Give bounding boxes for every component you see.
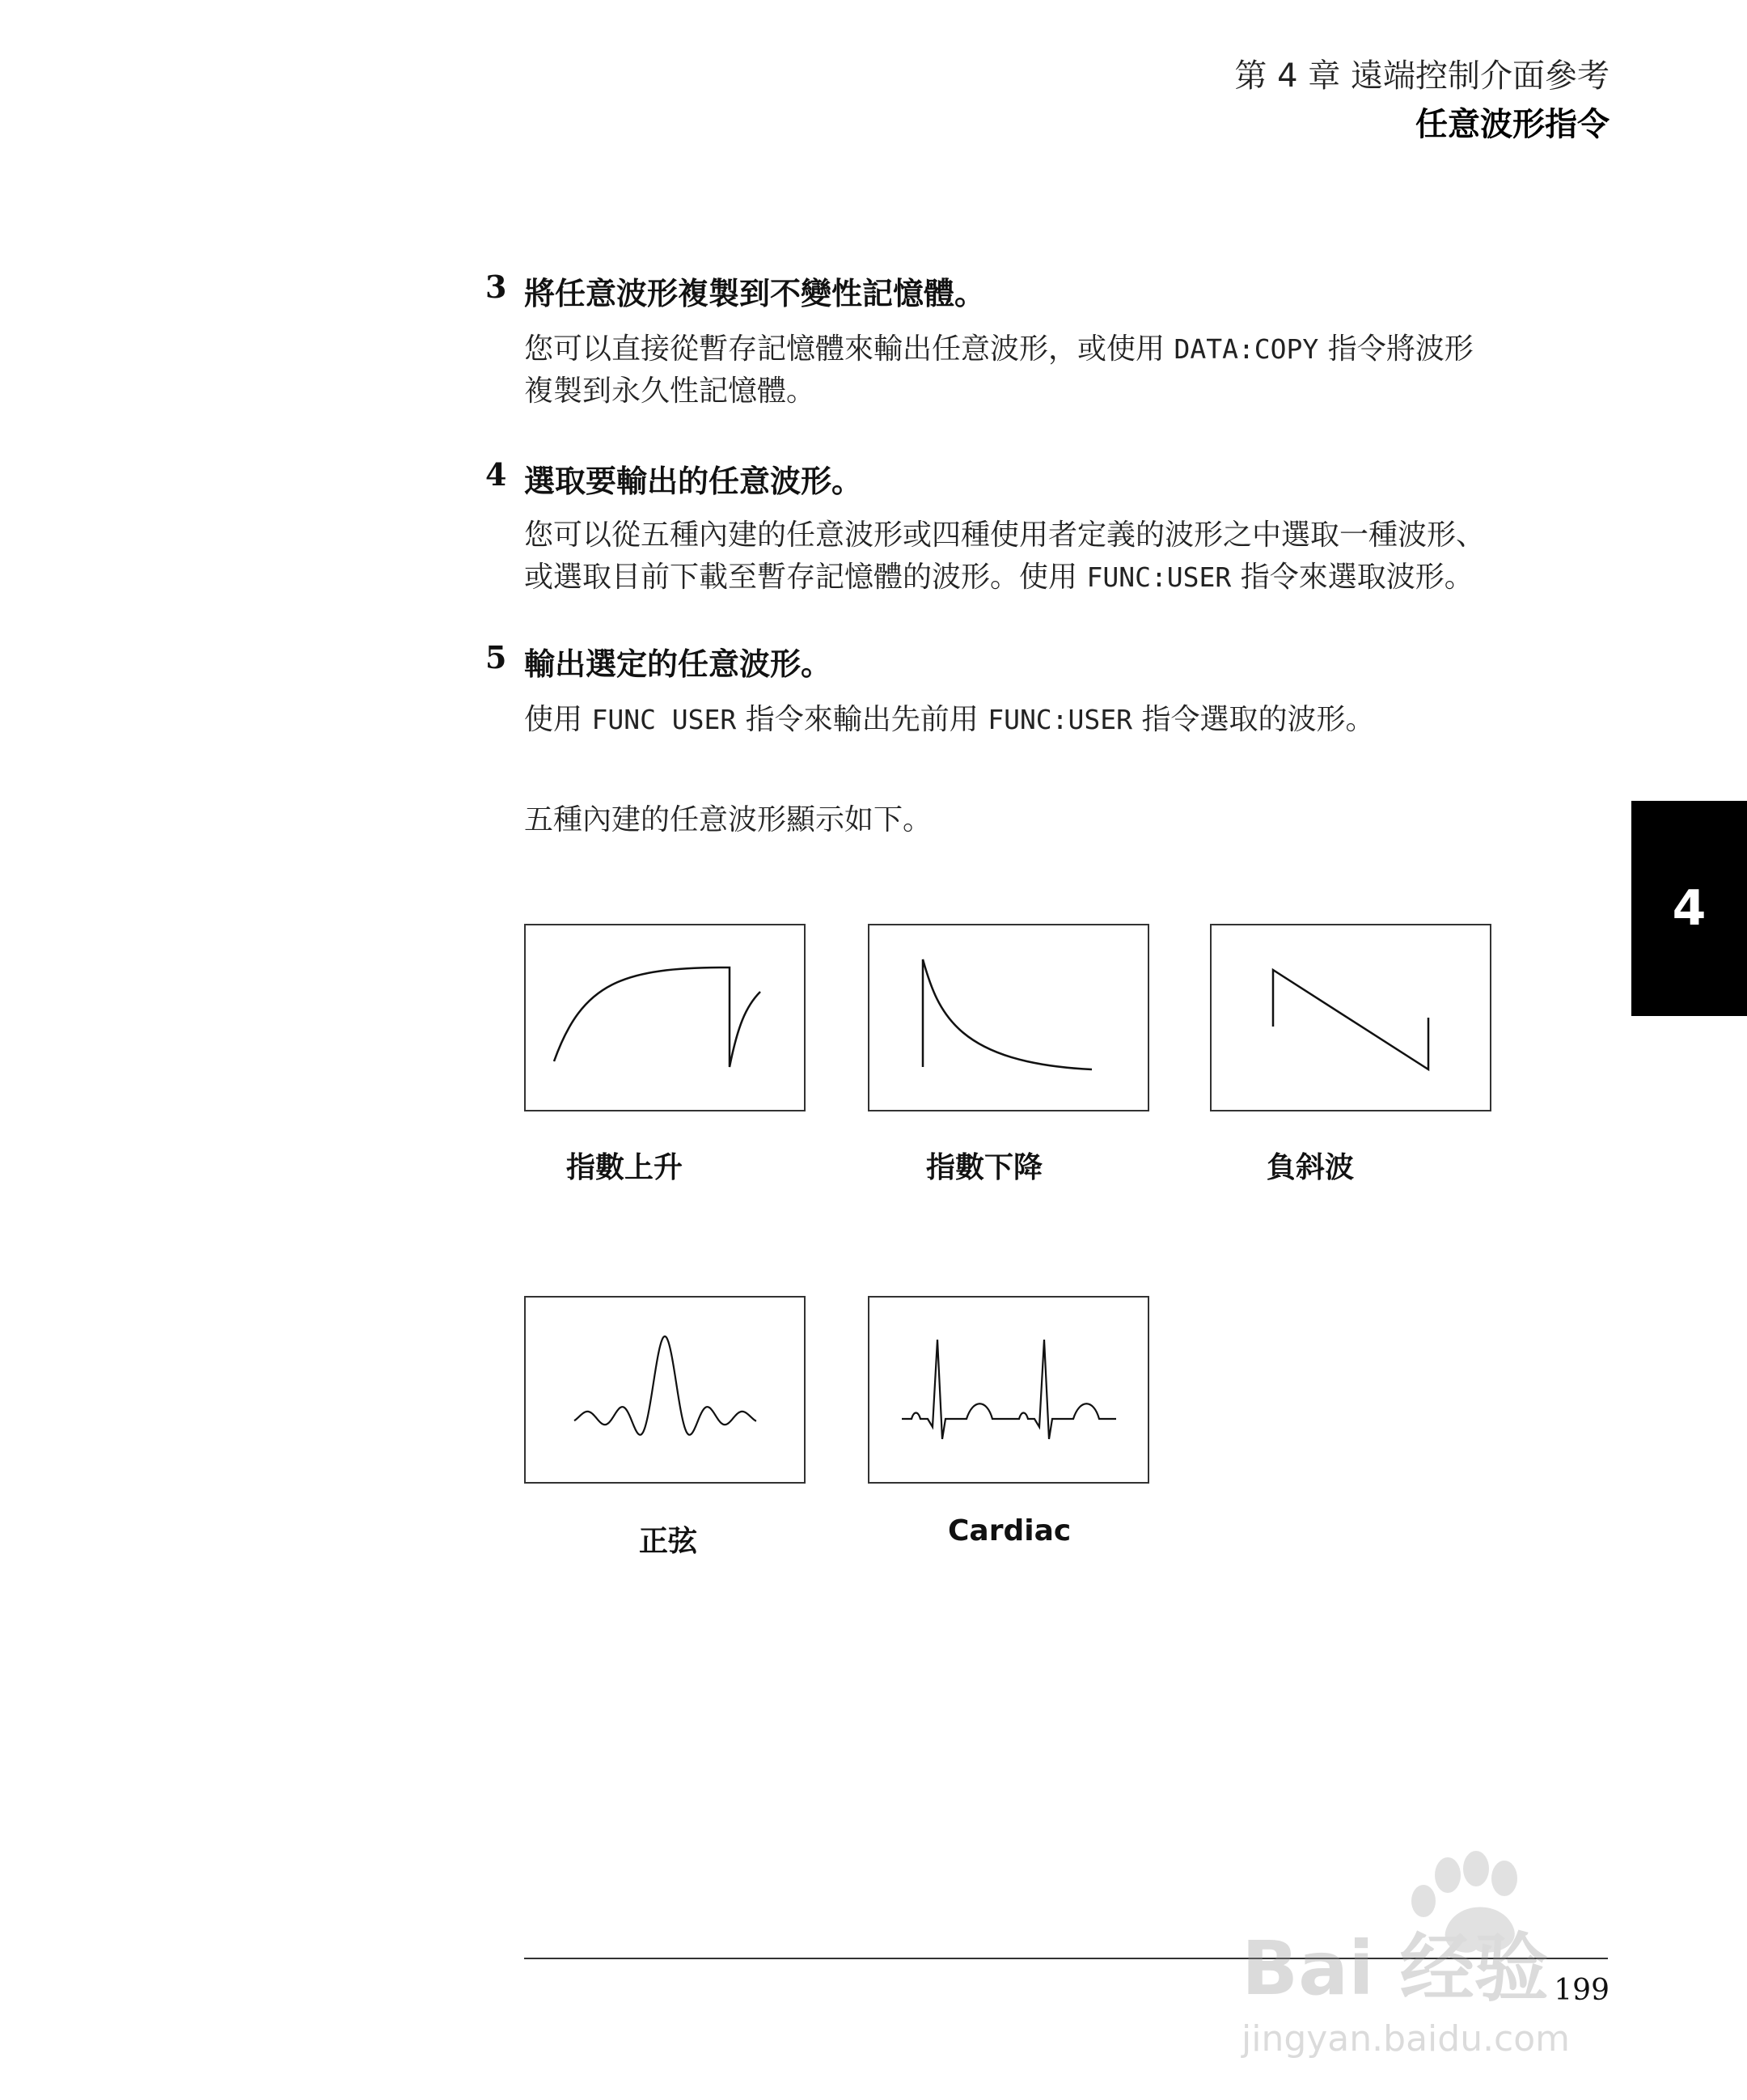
step-paragraph: 使用 FUNC USER 指令來輸出先前用 FUNC:USER 指令選取的波形。 bbox=[524, 703, 1375, 736]
step-paragraph: 您可以從五種內建的任意波形或四種使用者定義的波形之中選取一種波形、 或選取目前下載至暫存記憶體的波形。使用 FUNC:USER 指令來選取波形。 bbox=[524, 519, 1486, 594]
negative-ramp-waveform-icon bbox=[1210, 924, 1491, 1111]
step-title: 選取要輸出的任意波形。 bbox=[524, 464, 863, 499]
exp-rise-waveform-icon bbox=[524, 924, 806, 1111]
exp-fall-waveform-icon bbox=[868, 924, 1149, 1111]
page-number: 199 bbox=[1554, 1974, 1610, 2007]
waveform-label: 負斜波 bbox=[1267, 1151, 1355, 1184]
command-code: FUNC USER bbox=[591, 704, 737, 735]
step-paragraph: 您可以直接從暫存記憶體來輸出任意波形，或使用 DATA:COPY 指令將波形 複製到永久性記憶體。 bbox=[524, 332, 1474, 408]
cardiac-waveform-icon bbox=[868, 1296, 1149, 1484]
step-title: 輸出選定的任意波形。 bbox=[524, 646, 832, 682]
chapter-tab: 4 bbox=[1631, 801, 1747, 1016]
step-number: 4 bbox=[485, 456, 507, 493]
watermark-brand: Bai 经验 bbox=[1242, 1925, 1549, 2012]
watermark-url: jingyan.baidu.com bbox=[1242, 2018, 1571, 2060]
step-number: 5 bbox=[485, 639, 507, 675]
step-title: 將任意波形複製到不變性記憶體。 bbox=[524, 276, 986, 311]
waveforms-intro: 五種內建的任意波形顯示如下。 bbox=[524, 803, 933, 836]
waveform-label: 指數下降 bbox=[926, 1151, 1043, 1184]
baidu-watermark-logo bbox=[1242, 1836, 1646, 2079]
command-code: FUNC:USER bbox=[988, 704, 1133, 735]
command-code: FUNC:USER bbox=[1086, 561, 1232, 593]
waveform-label: Cardiac bbox=[948, 1514, 1072, 1547]
chapter-header: 第 4 章 遠端控制介面參考 bbox=[1234, 57, 1610, 95]
waveform-label: 正弦 bbox=[639, 1525, 698, 1558]
step-number: 3 bbox=[485, 269, 507, 305]
section-header: 任意波形指令 bbox=[1415, 106, 1610, 143]
sinc-waveform-icon bbox=[524, 1296, 806, 1484]
command-code: DATA:COPY bbox=[1174, 333, 1319, 365]
waveform-label: 指數上升 bbox=[566, 1151, 683, 1184]
